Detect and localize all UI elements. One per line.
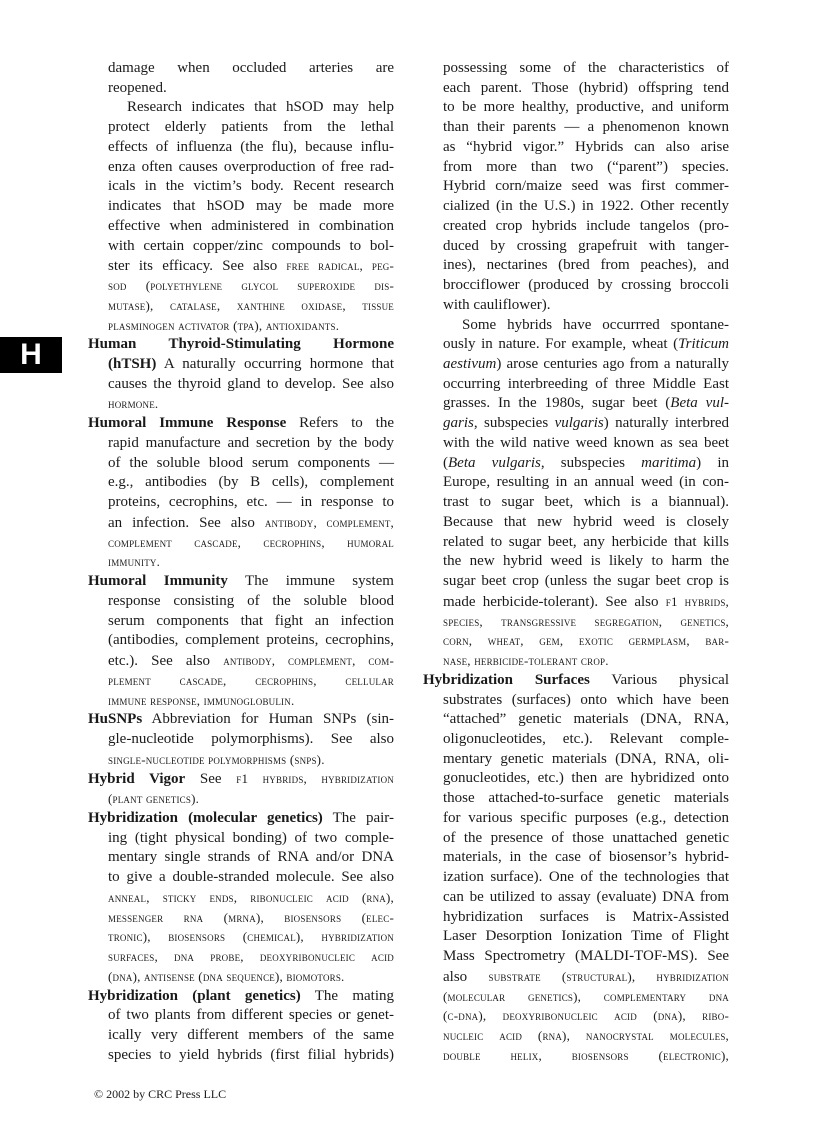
text-segment: gle-nucleotide polymorphisms). See also [108, 730, 394, 747]
text-line [423, 947, 729, 967]
text-segment: hybridization surfaces is Matrix-Assisted [443, 908, 729, 925]
text-segment: ( [443, 454, 448, 471]
text-segment: an infection. See also [108, 514, 265, 531]
text-line [423, 651, 729, 671]
cross-reference: mutase), catalase, xanthine oxidase, tissue [108, 297, 394, 313]
copyright-footer: © 2002 by CRC Press LLC [94, 1087, 227, 1101]
text-line [423, 710, 729, 730]
text-line [88, 434, 394, 454]
entry-heading-line [88, 414, 394, 434]
text-line [423, 888, 729, 908]
text-line [88, 789, 394, 809]
text-segment: each parent. Those (hybrid) offspring tend [443, 79, 729, 96]
text-line [88, 355, 394, 375]
left-column [88, 59, 394, 1065]
text-line [88, 671, 394, 691]
text-line [423, 79, 729, 99]
text-segment: for various specific purposes (e.g., detection [443, 809, 729, 826]
cross-reference: f1 hybrids, hybridization [236, 771, 394, 787]
text-line [423, 1006, 729, 1026]
text-segment: also [443, 968, 489, 985]
text-segment: Laser Desorption Ionization Time of Flight [443, 928, 729, 945]
text-segment: of two plants from different species or genet- [108, 1007, 394, 1024]
text-segment: ) arose centuries ago from a naturally [496, 356, 729, 373]
text-line [423, 769, 729, 789]
text-line [88, 947, 394, 967]
cross-reference: f1 hybrids, [665, 593, 729, 609]
text-segment: to give a double-stranded molecule. See also [108, 869, 394, 886]
text-segment: as “hybrid vigor.” Hybrids can also arise [443, 138, 729, 155]
text-line [423, 750, 729, 770]
text-line [88, 118, 394, 138]
italic-term: garis [443, 415, 474, 432]
text-segment: ically very different members of the same [108, 1026, 394, 1043]
text-segment: grasses. In the 1980s, sugar beet ( [443, 395, 671, 412]
text-segment: with cauliflower). [443, 296, 551, 313]
text-segment: etc.). See also [108, 653, 224, 670]
text-line [88, 533, 394, 553]
text-segment: those attached-to-surface genetic materials [443, 790, 729, 807]
text-segment: proteins, cecrophins, etc. — in response to [108, 494, 394, 511]
text-line [423, 454, 729, 474]
text-line [423, 473, 729, 493]
text-line [423, 908, 729, 928]
right-column [423, 59, 729, 1065]
text-segment: , subspecies [540, 454, 642, 471]
text-line [88, 256, 394, 276]
text-segment: Mass Spectrometry (MALDI-TOF-MS). See [443, 948, 729, 965]
cross-reference: hormone. [108, 396, 159, 412]
text-line [423, 355, 729, 375]
text-line [88, 138, 394, 158]
text-segment: damage when occluded arteries are [108, 60, 394, 76]
text-line [88, 750, 394, 770]
text-line [423, 848, 729, 868]
text-line [88, 908, 394, 928]
text-line [88, 691, 394, 711]
text-segment: The pair- [322, 809, 394, 826]
text-line [423, 513, 729, 533]
text-line [423, 592, 729, 612]
text-segment: serum components that fight an infection [108, 612, 394, 629]
text-segment: oligonucleotides, etc.). Relevant comple- [443, 730, 729, 747]
text-segment: , subspecies [473, 415, 555, 432]
cross-reference: tronic), biosensors (chemical), hybridization [108, 929, 394, 945]
text-line [423, 98, 729, 118]
text-segment: ) naturally interbred [603, 415, 729, 432]
text-segment: indicates that hSOD may be made more [108, 198, 394, 215]
text-segment: substrates (surfaces) onto which have been [443, 691, 729, 708]
text-line [423, 572, 729, 592]
text-line [423, 158, 729, 178]
entry-term: Humoral Immune Response [88, 415, 287, 432]
italic-term: Beta vul- [670, 395, 729, 412]
text-line [423, 118, 729, 138]
text-line [88, 513, 394, 533]
text-segment: of the soluble blood serum components — [108, 454, 394, 471]
cross-reference: complement cascade, cecrophins, humoral [108, 534, 394, 550]
text-line [88, 217, 394, 237]
cross-reference: nase, herbicide-tolerant crop. [443, 653, 609, 669]
entry-term: (hTSH) [108, 356, 157, 373]
cross-reference: (plant genetics). [108, 791, 200, 807]
text-line [88, 197, 394, 217]
cross-reference: surfaces, dna probe, deoxyribonucleic acid [108, 949, 394, 965]
entry-heading-line [88, 710, 394, 730]
cross-reference: anneal, sticky ends, ribonucleic acid (rna), [108, 889, 394, 905]
text-line [423, 335, 729, 355]
cross-reference: single-nucleotide polymorphisms (snps). [108, 751, 325, 767]
text-line [88, 158, 394, 178]
text-line [423, 493, 729, 513]
text-line [88, 316, 394, 336]
text-line [423, 375, 729, 395]
text-segment: related to sugar beet, any herbicide that kills [443, 533, 729, 550]
text-line [423, 276, 729, 296]
text-line [423, 987, 729, 1007]
entry-term: Human Thyroid-Stimulating Hormone [88, 336, 394, 353]
text-segment: e.g., antibodies (by B cells), complement [108, 474, 394, 491]
text-segment: to be more healthy, productive, and uniform [443, 99, 729, 116]
text-segment: (antibodies, complement proteins, cecrophins, [108, 632, 394, 649]
text-line [423, 237, 729, 257]
text-line [88, 612, 394, 632]
text-line [88, 829, 394, 849]
cross-reference: antibody, complement, com- [223, 653, 394, 669]
entry-heading-line [88, 335, 394, 355]
cross-reference: messenger rna (mrna), biosensors (elec- [108, 909, 394, 925]
text-line [88, 888, 394, 908]
text-line [88, 59, 394, 79]
text-line [88, 296, 394, 316]
text-line [88, 730, 394, 750]
cross-reference: antibody, complement, [264, 514, 394, 530]
text-segment: ization surface). One of the technologies that [443, 869, 729, 886]
italic-term: Triticum [678, 336, 729, 353]
text-line [423, 1046, 729, 1066]
text-segment: with certain copper/zinc compounds to bol- [108, 237, 394, 254]
text-segment: Research indicates that hSOD may help [127, 99, 394, 116]
text-segment: of the presence of those unattached genetic [443, 829, 729, 846]
text-segment: ing (tight physical bonding) of two comple- [108, 829, 394, 846]
text-line [88, 177, 394, 197]
entry-heading-line [423, 671, 729, 691]
text-segment: ) in [696, 454, 729, 471]
text-segment: ster its efficacy. See also [108, 258, 287, 275]
entry-heading-line [88, 809, 394, 829]
text-line [88, 237, 394, 257]
section-letter-tab: H [0, 337, 62, 373]
text-segment: materials, in the case of biosensor’s hybrid- [443, 849, 729, 866]
text-line [88, 1006, 394, 1026]
text-line [88, 493, 394, 513]
text-segment: The immune system [227, 573, 394, 590]
text-segment: with the wild native weed known as sea beet [443, 434, 729, 451]
entry-heading-line [88, 572, 394, 592]
text-line [423, 552, 729, 572]
text-line [423, 868, 729, 888]
text-segment: occurring interbreeding of three Middle East [443, 375, 729, 392]
text-line [88, 1046, 394, 1066]
text-segment: Some hybrids have occurrred spontane- [462, 316, 729, 333]
entry-term: Hybridization (plant genetics) [88, 987, 301, 1004]
text-segment: rapid manufacture and secretion by the body [108, 434, 394, 451]
entry-term: Hybridization Surfaces [423, 671, 590, 688]
text-segment: brocciflower (produced by crossing broccoli [443, 277, 729, 294]
text-line [88, 394, 394, 414]
text-line [88, 276, 394, 296]
text-line [88, 98, 394, 118]
italic-term: vulgaris [554, 415, 604, 432]
text-segment: possessing some of the characteristics of [443, 60, 729, 76]
cross-reference: double helix, biosensors (electronic), [443, 1047, 729, 1063]
text-line [88, 375, 394, 395]
text-line [423, 967, 729, 987]
text-line [88, 651, 394, 671]
text-segment: can be utilized to assay (evaluate) DNA from [443, 888, 729, 905]
text-segment: Abbreviation for Human SNPs (sin- [142, 711, 394, 728]
text-segment: ously in nature. For example, wheat ( [443, 336, 679, 353]
text-line [423, 631, 729, 651]
italic-term: maritima [641, 454, 697, 471]
entry-term: Hybridization (molecular genetics) [88, 809, 323, 826]
italic-term: Beta vulgaris [448, 454, 541, 471]
text-line [423, 177, 729, 197]
text-line [423, 809, 729, 829]
text-segment: effects of influenza (the flu), because influ- [108, 138, 394, 155]
cross-reference: sod (polyethylene glycol superoxide dis- [108, 278, 394, 294]
entry-heading-line [88, 987, 394, 1007]
text-line [423, 316, 729, 336]
text-line [88, 631, 394, 651]
text-segment: Refers to the [286, 415, 394, 432]
entry-heading-line [88, 769, 394, 789]
text-segment: icals in the victim’s body. Recent research [108, 178, 394, 195]
text-line [88, 454, 394, 474]
text-line [88, 592, 394, 612]
text-segment: reopened. [108, 79, 167, 96]
cross-reference: immune response, immunoglobulin. [108, 692, 295, 708]
text-segment: causes the thyroid gland to develop. See also [108, 375, 394, 392]
text-segment: mentary genetic materials (DNA, RNA, oli- [443, 750, 729, 767]
text-line [423, 414, 729, 434]
text-segment: mentary single strands of RNA and/or DNA [108, 849, 394, 866]
cross-reference: immunity. [108, 554, 161, 570]
text-segment: enza often causes overproduction of free rad- [108, 158, 394, 175]
cross-reference: plasminogen activator (tpa), antioxidants. [108, 317, 340, 333]
text-line [423, 394, 729, 414]
text-segment: ines), nectarines (bred from peaches), and [443, 257, 729, 274]
text-segment: trast to sugar beet, which is a biannual). [443, 494, 729, 511]
text-segment: response consisting of the soluble blood [108, 592, 394, 609]
text-line [88, 79, 394, 99]
text-segment: Because that new hybrid weed is closely [443, 513, 729, 530]
cross-reference: corn, wheat, gem, exotic germplasm, bar- [443, 633, 729, 649]
text-segment: from more than two (“parent”) species. [443, 158, 729, 175]
text-line [423, 829, 729, 849]
text-segment: than their parents — a phenomenon known [443, 119, 729, 136]
text-line [423, 434, 729, 454]
text-line [423, 59, 729, 79]
text-line [88, 927, 394, 947]
text-line [423, 533, 729, 553]
text-line [423, 789, 729, 809]
text-line [423, 612, 729, 632]
text-line [423, 217, 729, 237]
text-line [423, 691, 729, 711]
text-line [423, 730, 729, 750]
text-segment: A naturally occurring hormone that [156, 356, 394, 373]
text-line [423, 197, 729, 217]
text-line [88, 848, 394, 868]
cross-reference: plement cascade, cecrophins, cellular [108, 672, 394, 688]
text-segment: effective when administered in combination [108, 217, 394, 234]
text-segment: Europe, resulting in an annual weed (in con- [443, 474, 729, 491]
text-line [88, 868, 394, 888]
text-line [423, 256, 729, 276]
text-line [88, 552, 394, 572]
text-segment: created crop hybrids include tangelos (pro- [443, 217, 729, 234]
cross-reference: nucleic acid (rna), nanocrystal molecules, [443, 1027, 729, 1043]
italic-term: aestivum [443, 356, 497, 373]
text-segment: Hybrid corn/maize seed was first commer- [443, 178, 729, 195]
text-segment: sugar beet crop (unless the sugar beet crop is [443, 573, 729, 590]
text-line [88, 473, 394, 493]
text-line [423, 927, 729, 947]
cross-reference: species, transgressive segregation, genetics, [443, 613, 729, 629]
entry-term: HuSNPs [88, 711, 143, 728]
text-line [423, 1026, 729, 1046]
text-segment: See [185, 771, 237, 788]
cross-reference: (c-dna), deoxyribonucleic acid (dna), ribo- [443, 1008, 729, 1024]
text-line [423, 138, 729, 158]
text-line [423, 296, 729, 316]
text-segment: duced by crossing grapefruit with tanger- [443, 237, 729, 254]
text-segment: the new hybrid weed is likely to harm the [443, 553, 729, 570]
text-segment: species to yield hybrids (first filial hybrids) [108, 1046, 394, 1063]
cross-reference: (molecular genetics), complementary dna [443, 988, 729, 1004]
cross-reference: free radical, peg- [286, 258, 394, 274]
text-segment: cialized (in the U.S.) in 1922. Other recently [443, 198, 729, 215]
entry-term: Humoral Immunity [88, 573, 228, 590]
cross-reference: substrate (structural), hybridization [488, 968, 729, 984]
cross-reference: (dna), antisense (dna sequence), biomotors. [108, 968, 345, 984]
text-segment: Various physical [589, 671, 730, 688]
text-segment: made herbicide-tolerant). See also [443, 593, 666, 610]
entry-term: Hybrid Vigor [88, 771, 186, 788]
text-segment: protect elderly patients from the lethal [108, 119, 394, 136]
text-line [88, 967, 394, 987]
text-segment: The mating [300, 987, 394, 1004]
text-line [88, 1026, 394, 1046]
text-segment: “attached” genetic materials (DNA, RNA, [443, 711, 729, 728]
text-segment: gonucleotides, etc.) then are hybridized onto [443, 770, 729, 787]
